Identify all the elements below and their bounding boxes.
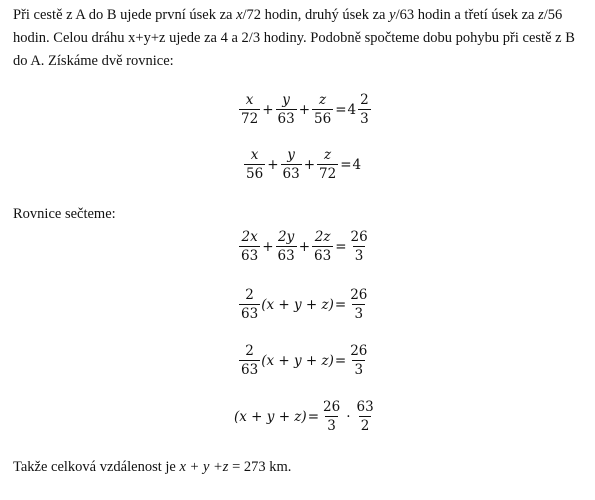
eq1-fraction-z: $\frac{z}{56}$ [314,92,332,127]
equation-2: $\frac{x}{56}$ + $\frac{y}{63}$ + $\frac{z}{72}$ = 4 [246,147,362,182]
equation-6: (x + y + z) = $\frac{26}{3}$ · $\frac{63}{2}$ [234,399,374,434]
rovnice-label: Rovnice sečteme: [13,206,116,222]
eq1-rhs-fraction: $\frac{2}{3}$ [360,92,369,127]
equation-3: $\frac{2x}{63}$ + $\frac{2y}{63}$ + $\frac{2z}{63}$ = $\frac{26}{3}$ [241,229,368,264]
conclusion-text-2: = 273 km. [228,459,292,475]
equation-1: $\frac{x}{72}$ + $\frac{y}{63}$ + $\frac{z}{56}$ = 4 $\frac{2}{3}$ [241,92,369,127]
eq6-times: · [346,409,351,425]
eq3-rhs-fraction: $\frac{26}{3}$ [350,229,368,264]
eq4-rhs-fraction: $\frac{26}{3}$ [350,287,368,322]
intro-text-2: /72 hodin, druhý úsek za [242,7,390,23]
eq1-whole: 4 [347,102,357,118]
eq1-fraction-y: $\frac{y}{63}$ [277,92,295,127]
eq6-fraction-63-2: $\frac{63}{2}$ [356,399,374,434]
eq2-rhs: 4 [352,157,362,173]
eq2-fraction-x: $\frac{x}{56}$ [246,147,264,182]
eq5-expression: (x + y + z) [261,353,334,369]
conclusion-expression: x + y +z [179,459,229,475]
eq1-fraction-x: $\frac{x}{72}$ [241,92,259,127]
eq3-fraction-2z: $\frac{2z}{63}$ [314,229,332,264]
eq5-coef-fraction: $\frac{2}{63}$ [241,343,259,378]
conclusion [13,456,581,479]
intro-text-4: /56 hodin. Celou dráhu x+y+z ujede za 4 a 2/3 hodiny. Podobně spočteme dobu pohybu při cestě z B do A. Získáme dvě rovnice: [13,7,575,69]
equation-5: $\frac{2}{63}$ (x + y + z) = $\frac{26}{3}$ [241,343,368,378]
eq6-expression: (x + y + z) [234,409,307,425]
eq3-fraction-2y: $\frac{2y}{63}$ [277,229,295,264]
eq4-coef-fraction: $\frac{2}{63}$ [241,287,259,322]
eq6-fraction-26-3: $\frac{26}{3}$ [323,399,341,434]
intro-text-1: Při cestě z A do B ujede první úsek za [13,7,237,23]
intro-var-x: x [236,7,243,23]
eq5-rhs-fraction: $\frac{26}{3}$ [350,343,368,378]
eq2-fraction-y: $\frac{y}{63}$ [282,147,300,182]
intro-var-z: z [538,7,544,23]
eq3-fraction-2x: $\frac{2x}{63}$ [241,229,259,264]
eq2-fraction-z: $\frac{z}{72}$ [319,147,337,182]
intro-text-3: /63 hodin a třetí úsek za [395,7,539,23]
intro-var-y: y [389,7,396,23]
conclusion-text-1: Takže celková vzdálenost je [13,459,180,475]
equation-4: $\frac{2}{63}$ (x + y + z) = $\frac{26}{3}$ [241,287,368,322]
eq4-expression: (x + y + z) [261,297,334,313]
intro-paragraph [13,4,581,73]
